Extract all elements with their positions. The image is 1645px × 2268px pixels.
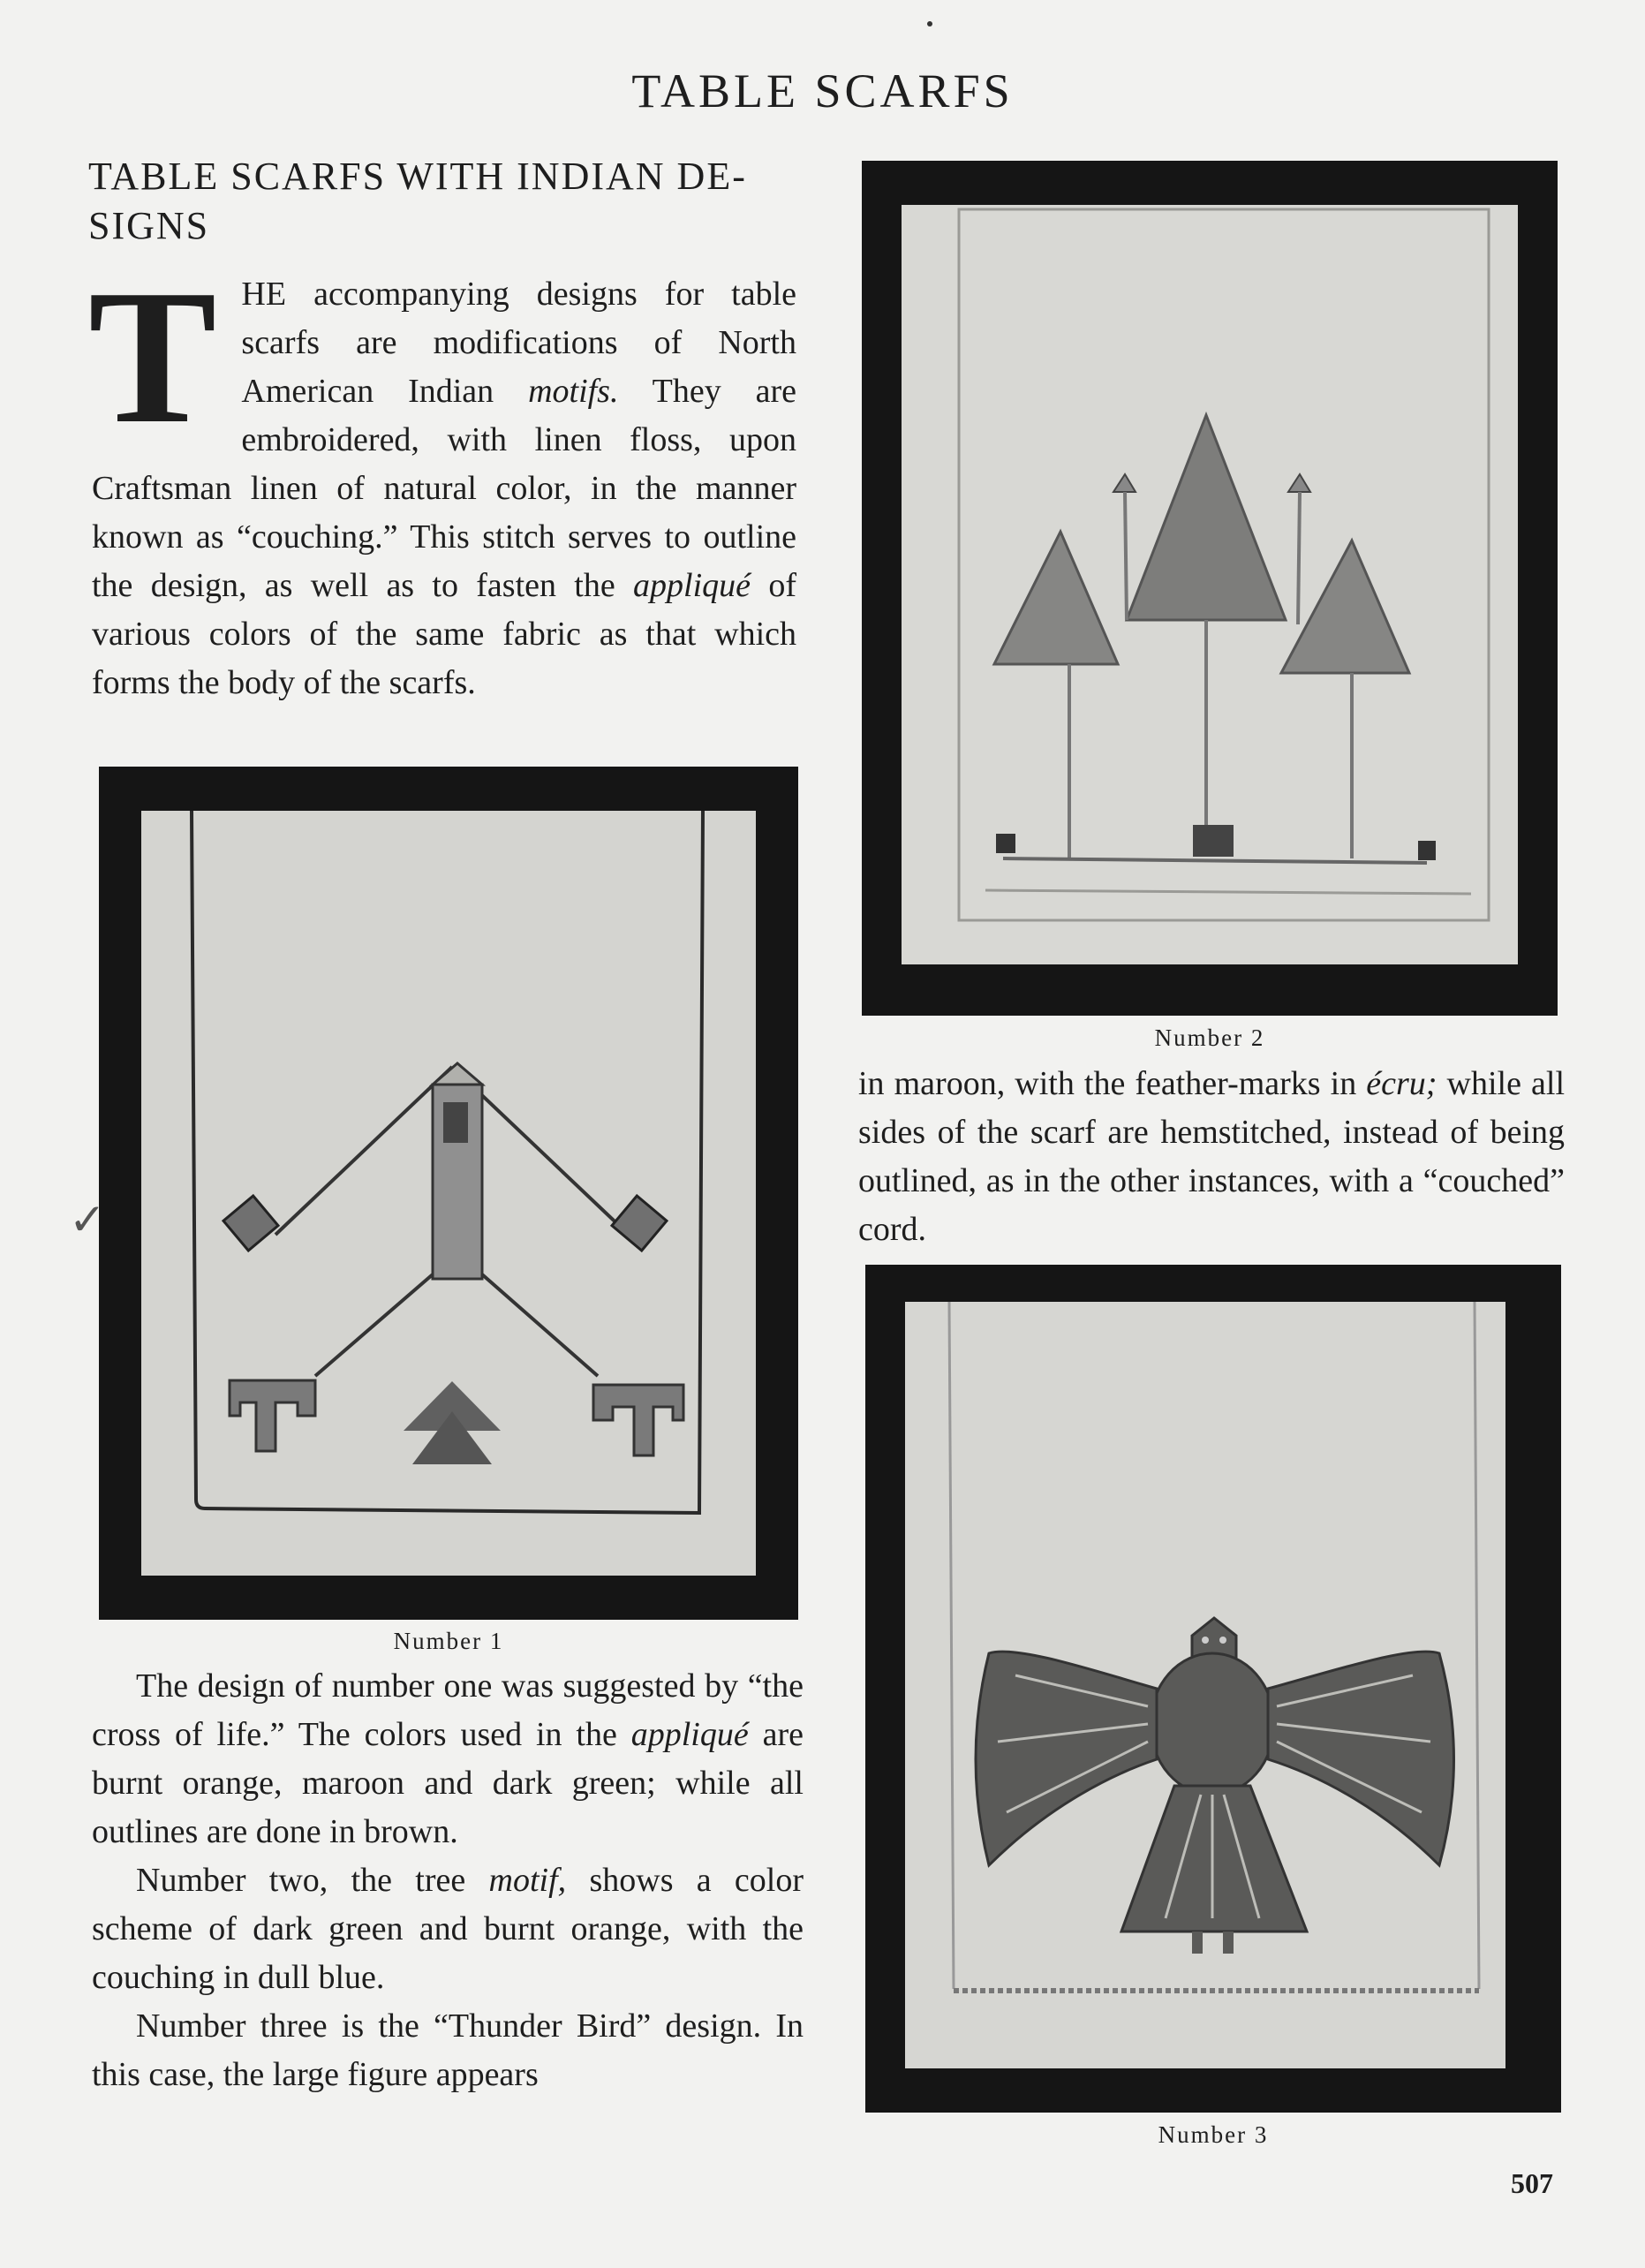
intro-italic-motifs: motifs. [528,373,619,410]
continuation-paragraph [858,1060,1565,1254]
intro-text-2: They are embroidered, with linen floss, upon Craftsman linen of natural color, in the manner known as “couching.” This stitch serves to outline the design, as well as to fasten the [92,373,797,604]
intro-text-3: of various colors of the same fabric as that which forms the body of the scarfs. [92,567,796,701]
intro-italic-applique: appliqué [633,567,751,604]
figure-number-3 [865,1265,1561,2113]
caption-number-1: Number 1 [393,1628,504,1654]
paragraph-number-one: The design of number one was suggested by “the cross of life.” The colors used in the appliqué are burnt orange, maroon and dark green; while all outlines are done in brown. [92,1667,804,1850]
drop-cap: T [88,251,217,464]
section-heading: TABLE SCARFS WITH INDIAN DE-SIGNS [88,155,747,247]
scarf-tree-motif-image [862,161,1558,1016]
page-number: 507 [1511,2167,1553,2199]
caption-number-3: Number 3 [1158,2121,1269,2148]
paragraph-number-three: Number three is the “Thunder Bird” design. In this case, the large figure appears [92,2007,804,2093]
figure-number-1 [99,767,798,1620]
intro-paragraph [88,251,797,707]
figure-number-2 [862,161,1558,1016]
pencil-check-mark: ✓ [69,1194,106,1245]
caption-number-2: Number 2 [1154,1024,1265,1051]
continuation-text-1: in maroon, with the feather-marks in [858,1065,1367,1102]
page-title: TABLE SCARFS [631,64,1014,117]
scarf-thunder-bird-image [865,1265,1561,2113]
continuation-text-2: while all sides of the scarf are hemstitched, instead of being outlined, as in the other instances, with a “couched” cord. [858,1065,1565,1248]
intro-text-1: HE accompanying designs for table scarfs are modifications of North American Indian [241,276,796,410]
description-paragraphs [92,1662,804,2099]
print-speck [927,21,932,26]
continuation-italic-ecru: écru; [1366,1065,1437,1102]
paragraph-number-two: Number two, the tree motif, shows a color scheme of dark green and burnt orange, with the couching in dull blue. [92,1862,804,1996]
scarf-cross-of-life-image [99,767,798,1620]
